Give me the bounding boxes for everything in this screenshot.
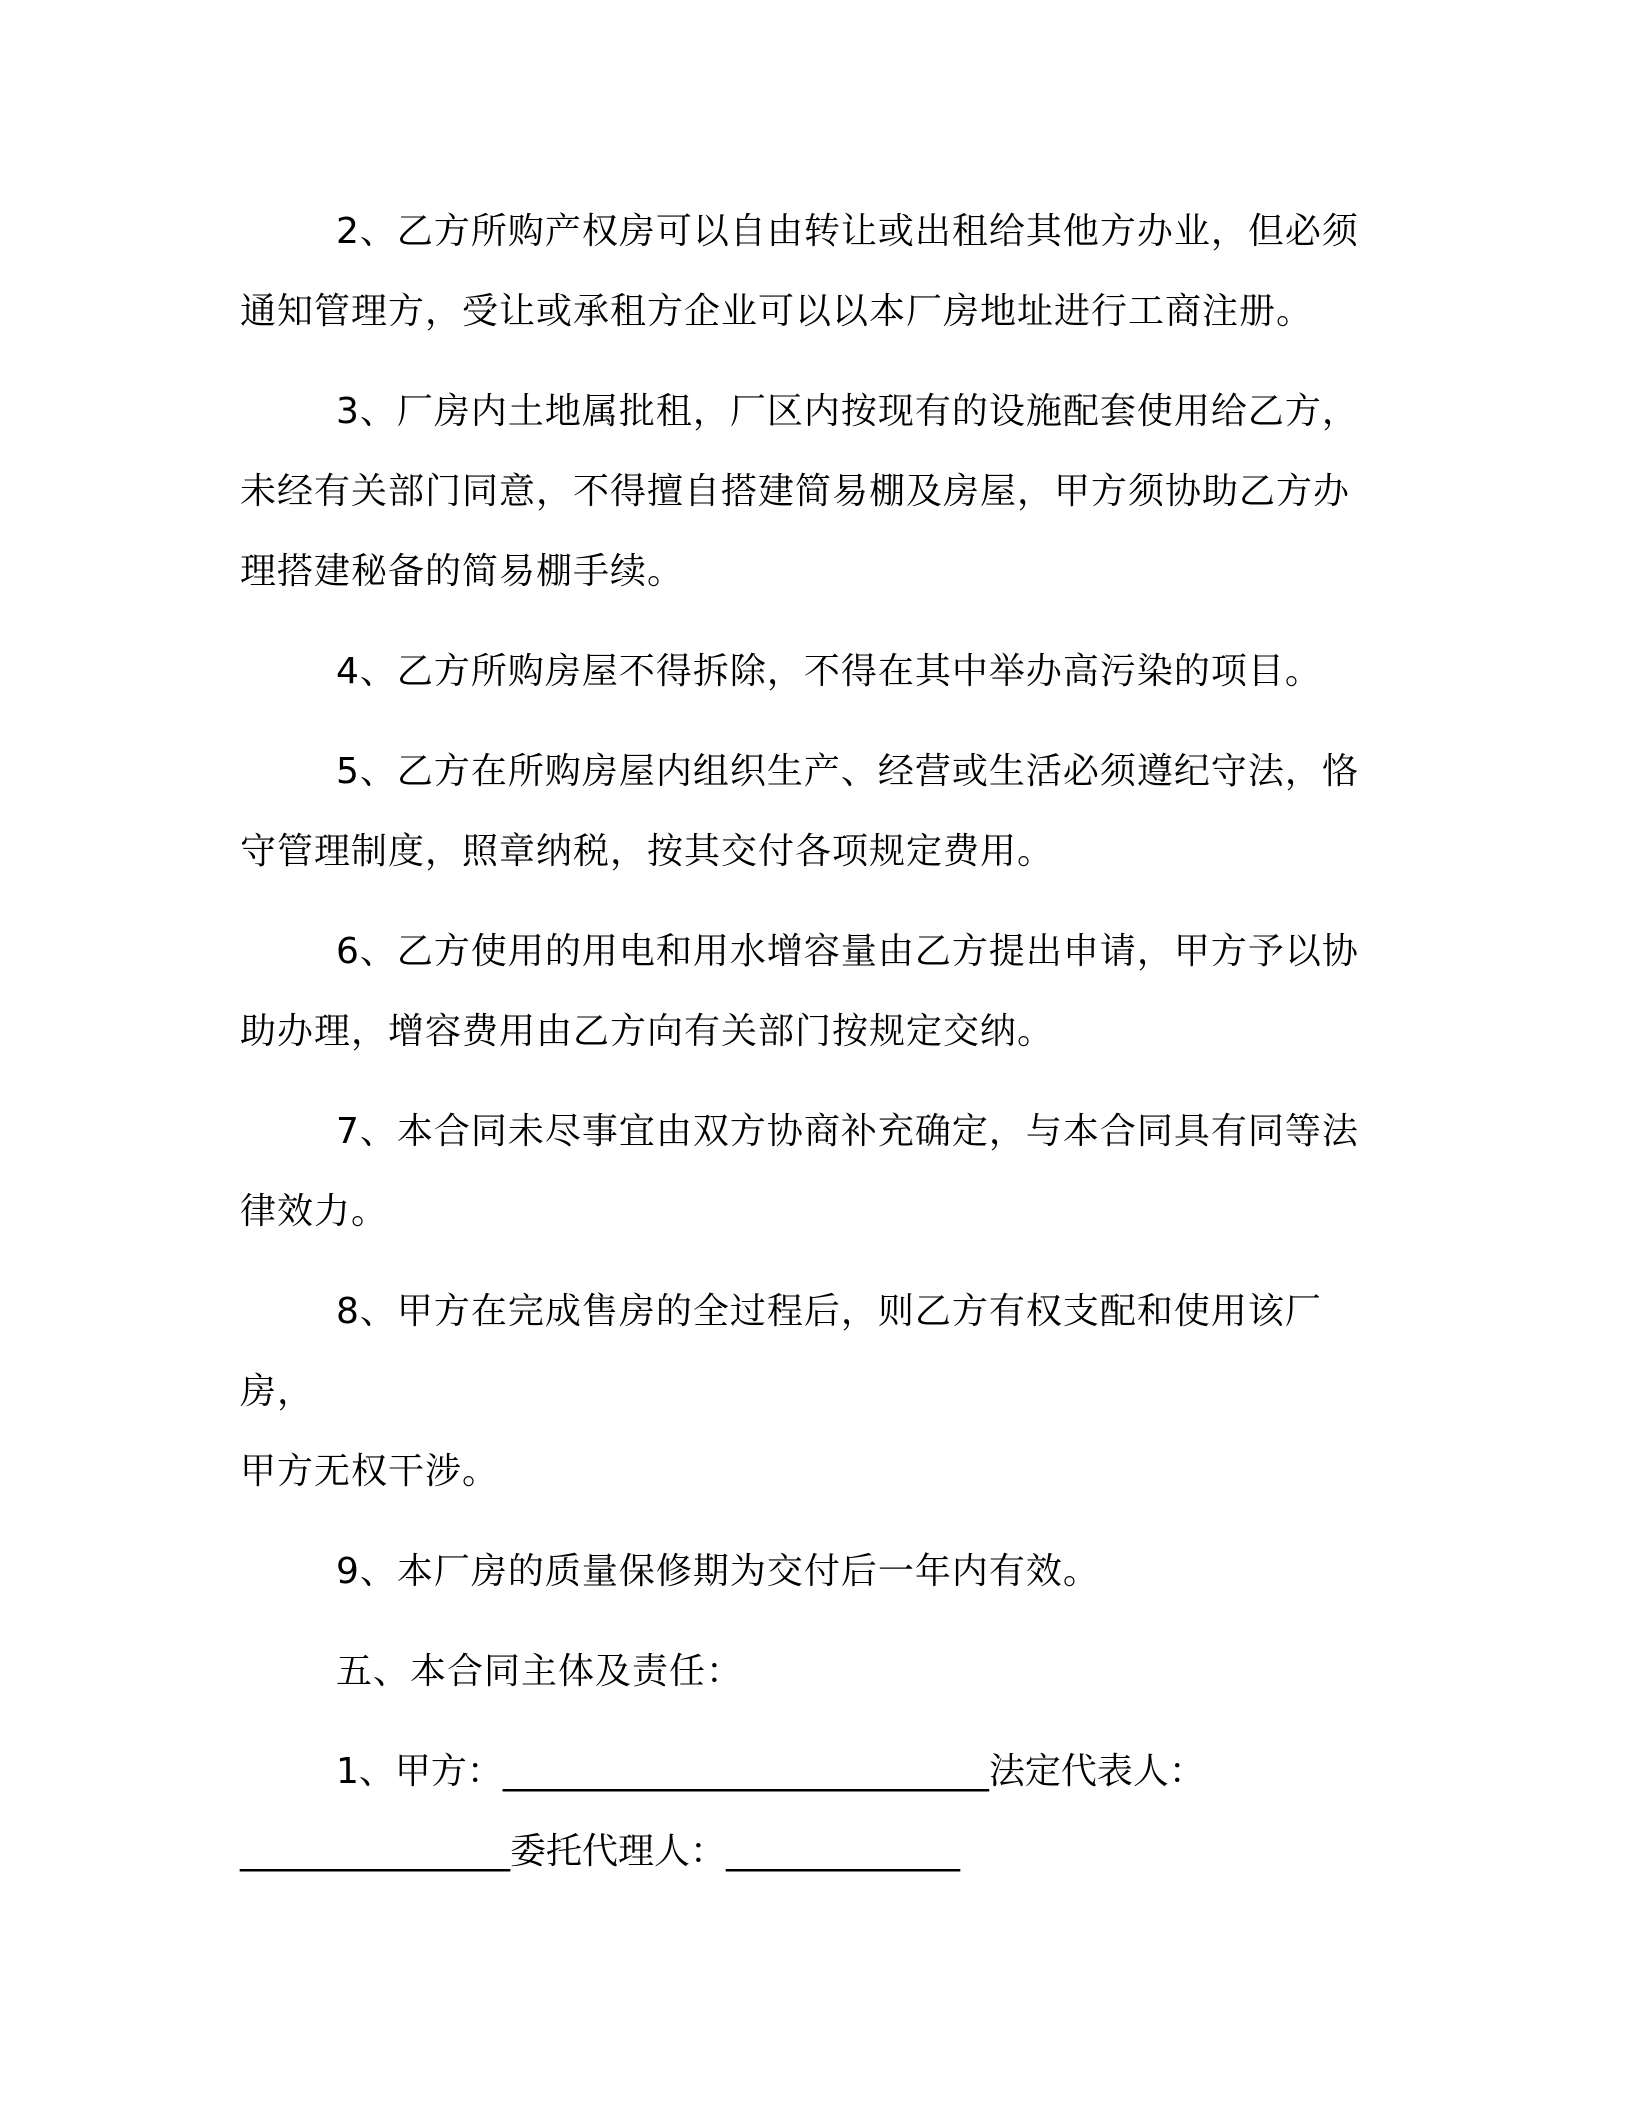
clause-line: 理搭建秘备的简易棚手续。 [240,551,685,592]
clause-line: 助办理，增容费用由乙方向有关部门按规定交纳。 [240,1011,1055,1052]
clause-line: 8、甲方在完成售房的全过程后，则乙方有权支配和使用该厂房， [240,1291,1322,1412]
clause-line: 未经有关部门同意，不得擅自搭建简易棚及房屋，甲方须协助乙方办 [240,471,1351,512]
clause-line: 5、乙方在所购房屋内组织生产、经营或生活必须遵纪守法，恪 [336,751,1359,792]
clause-7 [240,1092,1390,1252]
party-a-agent-line: _______________委托代理人：_____________ [240,1831,961,1872]
document-body [240,192,1390,1912]
party-a-line: 1、甲方：___________________________法定代表人： [336,1751,1205,1792]
clause-line: 甲方无权干涉。 [240,1451,500,1492]
section-heading-line: 五、本合同主体及责任： [336,1651,744,1692]
clause-line: 4、乙方所购房屋不得拆除，不得在其中举办高污染的项目。 [336,651,1322,692]
clause-line: 守管理制度，照章纳税，按其交付各项规定费用。 [240,831,1055,872]
clause-line: 通知管理方，受让或承租方企业可以以本厂房地址进行工商注册。 [240,291,1314,332]
clause-line: 6、乙方使用的用电和用水增容量由乙方提出申请，甲方予以协 [336,931,1359,972]
clause-4 [240,632,1390,712]
clause-8 [240,1272,1390,1512]
clause-line: 9、本厂房的质量保修期为交付后一年内有效。 [336,1551,1100,1592]
clause-line: 7、本合同未尽事宜由双方协商补充确定，与本合同具有同等法 [336,1111,1359,1152]
section-heading-5 [240,1632,1390,1712]
clause-2 [240,192,1390,352]
clause-line: 律效力。 [240,1191,389,1232]
clause-6 [240,912,1390,1072]
clause-3 [240,372,1390,612]
clause-5 [240,732,1390,892]
party-a-signature-block [240,1732,1390,1892]
clause-line: 2、乙方所购产权房可以自由转让或出租给其他方办业，但必须 [336,211,1359,252]
clause-line: 3、厂房内土地属批租，厂区内按现有的设施配套使用给乙方， [336,391,1359,432]
clause-9 [240,1532,1390,1612]
